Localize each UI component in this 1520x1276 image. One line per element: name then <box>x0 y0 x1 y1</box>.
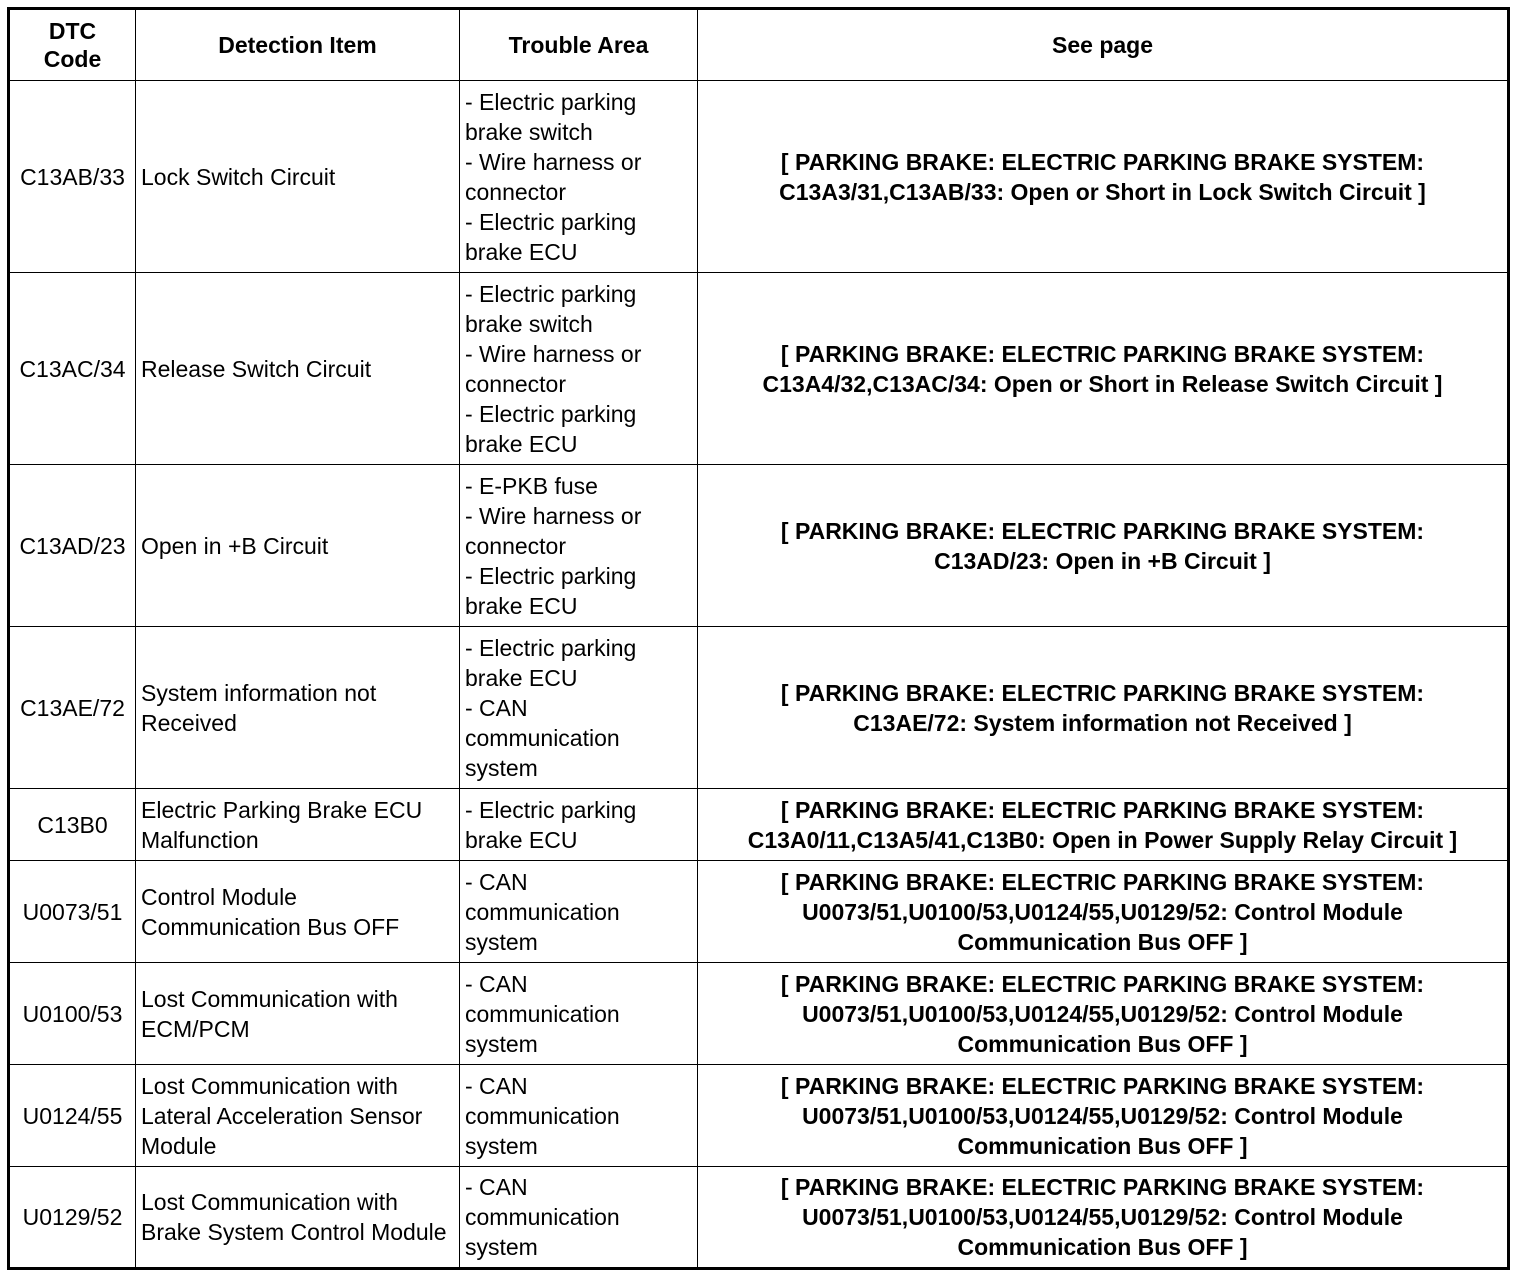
trouble-area-line: - CAN <box>465 1174 528 1200</box>
trouble-area-line: - CAN <box>465 694 528 721</box>
header-dtc-code: DTC Code <box>9 9 136 81</box>
trouble-area-line: - Electric parking <box>465 208 637 235</box>
trouble-area-line: - Wire harness or <box>465 148 642 175</box>
see-page-line: Communication Bus OFF ] <box>957 1132 1248 1159</box>
see-page-link[interactable] <box>698 81 1509 273</box>
trouble-area-line: - CAN <box>465 970 528 997</box>
see-page-line: Communication Bus OFF ] <box>957 928 1248 955</box>
see-page-line: [ PARKING BRAKE: ELECTRIC PARKING BRAKE SYSTEM: <box>780 148 1425 175</box>
trouble-area-cell <box>460 789 698 861</box>
trouble-area-line: system <box>465 1030 538 1057</box>
see-page-line: [ PARKING BRAKE: ELECTRIC PARKING BRAKE SYSTEM: <box>780 679 1425 706</box>
trouble-area-line: - CAN <box>465 868 528 895</box>
see-page-line: [ PARKING BRAKE: ELECTRIC PARKING BRAKE SYSTEM: <box>780 970 1425 997</box>
see-page-line: [ PARKING BRAKE: ELECTRIC PARKING BRAKE SYSTEM: <box>780 796 1425 823</box>
trouble-area-line: brake ECU <box>465 592 578 619</box>
dtc-code-cell: C13AE/72 <box>9 627 136 789</box>
trouble-area-line: - Electric parking <box>465 280 637 307</box>
trouble-area-line: - Electric parking <box>465 88 637 115</box>
trouble-area-line: - Electric parking <box>465 562 637 589</box>
see-page-link[interactable] <box>698 627 1509 789</box>
trouble-area-cell <box>460 861 698 963</box>
trouble-area-line: system <box>465 1132 538 1159</box>
trouble-area-line: brake ECU <box>465 664 578 691</box>
detection-item-cell: Lost Communication with Brake System Control Module <box>136 1167 460 1269</box>
see-page-link[interactable] <box>698 963 1509 1065</box>
trouble-area-line: - CAN <box>465 1072 528 1099</box>
trouble-area-cell <box>460 273 698 465</box>
trouble-area-cell <box>460 1167 698 1269</box>
trouble-area-line: communication <box>465 898 620 925</box>
detection-item-cell: Lost Communication with ECM/PCM <box>136 963 460 1065</box>
see-page-link[interactable] <box>698 1065 1509 1167</box>
table-row <box>9 627 1509 789</box>
trouble-area-line: - Wire harness or <box>465 502 642 529</box>
trouble-area-line: communication <box>465 724 620 751</box>
trouble-area-line: system <box>465 754 538 781</box>
detection-item-cell: Release Switch Circuit <box>136 273 460 465</box>
trouble-area-cell <box>460 963 698 1065</box>
see-page-line: C13A3/31,C13AB/33: Open or Short in Lock Switch Circuit ] <box>779 178 1426 205</box>
dtc-code-cell: C13AC/34 <box>9 273 136 465</box>
trouble-area-line: brake ECU <box>465 430 578 457</box>
trouble-area-line: - Electric parking <box>465 634 637 661</box>
dtc-code-cell: U0129/52 <box>9 1167 136 1269</box>
see-page-line: U0073/51,U0100/53,U0124/55,U0129/52: Control Module <box>802 1102 1403 1129</box>
detection-item-cell: Electric Parking Brake ECU Malfunction <box>136 789 460 861</box>
see-page-line: U0073/51,U0100/53,U0124/55,U0129/52: Control Module <box>802 898 1403 925</box>
trouble-area-line: system <box>465 1234 538 1260</box>
see-page-line: [ PARKING BRAKE: ELECTRIC PARKING BRAKE SYSTEM: <box>780 868 1425 895</box>
table-row <box>9 465 1509 627</box>
trouble-area-line: system <box>465 928 538 955</box>
trouble-area-cell <box>460 81 698 273</box>
table-row <box>9 1065 1509 1167</box>
see-page-line: C13AE/72: System information not Received ] <box>853 709 1352 736</box>
dtc-code-cell: U0100/53 <box>9 963 136 1065</box>
trouble-area-line: - Electric parking <box>465 796 637 823</box>
see-page-link[interactable] <box>698 1167 1509 1269</box>
see-page-line: [ PARKING BRAKE: ELECTRIC PARKING BRAKE SYSTEM: <box>780 1174 1425 1200</box>
trouble-area-line: communication <box>465 1204 620 1230</box>
see-page-line: U0073/51,U0100/53,U0124/55,U0129/52: Control Module <box>802 1204 1403 1230</box>
table-row <box>9 273 1509 465</box>
see-page-link[interactable] <box>698 465 1509 627</box>
trouble-area-line: - E-PKB fuse <box>465 472 598 499</box>
table-row <box>9 963 1509 1065</box>
table-row <box>9 789 1509 861</box>
trouble-area-line: brake switch <box>465 310 593 337</box>
trouble-area-line: brake switch <box>465 118 593 145</box>
trouble-area-line: connector <box>465 370 567 397</box>
trouble-area-line: - Electric parking <box>465 400 637 427</box>
see-page-line: C13A4/32,C13AC/34: Open or Short in Release Switch Circuit ] <box>762 370 1443 397</box>
table-header-row <box>9 9 1509 81</box>
detection-item-cell: Lost Communication with Lateral Acceleration Sensor Module <box>136 1065 460 1167</box>
dtc-table <box>7 7 1510 1270</box>
header-see-page: See page <box>698 9 1509 81</box>
dtc-code-cell: C13B0 <box>9 789 136 861</box>
see-page-line: [ PARKING BRAKE: ELECTRIC PARKING BRAKE SYSTEM: <box>780 1072 1425 1099</box>
trouble-area-line: connector <box>465 532 567 559</box>
see-page-link[interactable] <box>698 273 1509 465</box>
see-page-line: U0073/51,U0100/53,U0124/55,U0129/52: Control Module <box>802 1000 1403 1027</box>
detection-item-cell: System information not Received <box>136 627 460 789</box>
header-trouble-area: Trouble Area <box>460 9 698 81</box>
trouble-area-cell <box>460 1065 698 1167</box>
see-page-line: Communication Bus OFF ] <box>957 1234 1248 1260</box>
trouble-area-line: brake ECU <box>465 826 578 853</box>
table-row <box>9 81 1509 273</box>
see-page-line: C13A0/11,C13A5/41,C13B0: Open in Power Supply Relay Circuit ] <box>747 826 1458 853</box>
detection-item-cell: Control Module Communication Bus OFF <box>136 861 460 963</box>
trouble-area-cell <box>460 627 698 789</box>
trouble-area-line: communication <box>465 1102 620 1129</box>
detection-item-cell: Open in +B Circuit <box>136 465 460 627</box>
trouble-area-cell <box>460 465 698 627</box>
table-row <box>9 1167 1509 1269</box>
dtc-code-cell: U0124/55 <box>9 1065 136 1167</box>
dtc-code-cell: C13AB/33 <box>9 81 136 273</box>
table-row <box>9 861 1509 963</box>
detection-item-cell: Lock Switch Circuit <box>136 81 460 273</box>
trouble-area-line: communication <box>465 1000 620 1027</box>
dtc-code-cell: C13AD/23 <box>9 465 136 627</box>
see-page-link[interactable] <box>698 861 1509 963</box>
see-page-line: Communication Bus OFF ] <box>957 1030 1248 1057</box>
see-page-line: [ PARKING BRAKE: ELECTRIC PARKING BRAKE SYSTEM: <box>780 517 1425 544</box>
see-page-line: [ PARKING BRAKE: ELECTRIC PARKING BRAKE SYSTEM: <box>780 340 1425 367</box>
header-detection-item: Detection Item <box>136 9 460 81</box>
see-page-link[interactable] <box>698 789 1509 861</box>
trouble-area-line: - Wire harness or <box>465 340 642 367</box>
see-page-line: C13AD/23: Open in +B Circuit ] <box>934 547 1271 574</box>
trouble-area-line: connector <box>465 178 567 205</box>
trouble-area-line: brake ECU <box>465 238 578 265</box>
dtc-code-cell: U0073/51 <box>9 861 136 963</box>
